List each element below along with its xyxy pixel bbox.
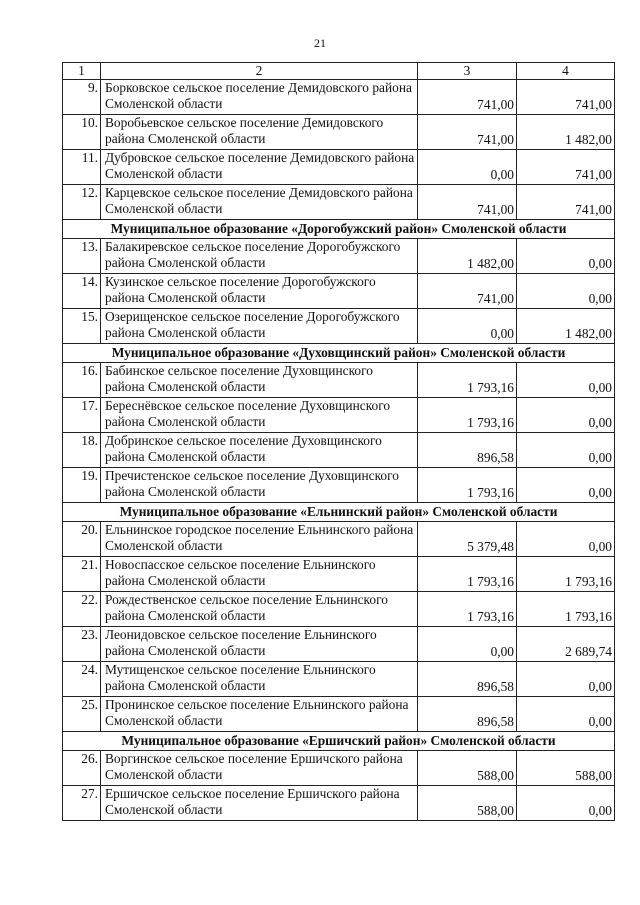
section-header-row xyxy=(63,503,615,522)
table-row xyxy=(63,80,615,115)
value-col-3: 0,00 xyxy=(418,309,517,344)
settlement-name: Воргинское сельское поселение Ершичского района Смоленской области xyxy=(101,751,418,786)
allocation-table xyxy=(62,62,615,821)
value-col-3: 1 793,16 xyxy=(418,592,517,627)
table-row xyxy=(63,468,615,503)
value-col-4: 0,00 xyxy=(517,239,615,274)
row-number: 9. xyxy=(63,80,101,115)
table-row xyxy=(63,150,615,185)
table-row xyxy=(63,751,615,786)
header-col-1: 1 xyxy=(63,63,101,80)
header-col-2: 2 xyxy=(101,63,418,80)
row-number: 13. xyxy=(63,239,101,274)
settlement-name: Новоспасское сельское поселение Ельнинского района Смоленской области xyxy=(101,557,418,592)
value-col-4: 0,00 xyxy=(517,433,615,468)
value-col-4: 0,00 xyxy=(517,522,615,557)
section-title: Муниципальное образование «Ершичский район» Смоленской области xyxy=(63,732,615,751)
value-col-3: 1 793,16 xyxy=(418,363,517,398)
table-row xyxy=(63,185,615,220)
table-row xyxy=(63,239,615,274)
settlement-name: Балакиревское сельское поселение Дорогобужского района Смоленской области xyxy=(101,239,418,274)
value-col-4: 0,00 xyxy=(517,468,615,503)
table-row xyxy=(63,115,615,150)
value-col-3: 1 793,16 xyxy=(418,398,517,433)
table-body xyxy=(63,63,615,821)
value-col-4: 588,00 xyxy=(517,751,615,786)
value-col-3: 896,58 xyxy=(418,697,517,732)
row-number: 21. xyxy=(63,557,101,592)
value-col-4: 1 793,16 xyxy=(517,557,615,592)
table-row xyxy=(63,786,615,821)
settlement-name: Пронинское сельское поселение Ельнинского района Смоленской области xyxy=(101,697,418,732)
value-col-4: 0,00 xyxy=(517,662,615,697)
value-col-4: 0,00 xyxy=(517,697,615,732)
value-col-3: 1 793,16 xyxy=(418,468,517,503)
section-title: Муниципальное образование «Духовщинский район» Смоленской области xyxy=(63,344,615,363)
table-row xyxy=(63,363,615,398)
table-row xyxy=(63,274,615,309)
table-row xyxy=(63,697,615,732)
row-number: 16. xyxy=(63,363,101,398)
section-title: Муниципальное образование «Ельнинский район» Смоленской области xyxy=(63,503,615,522)
value-col-3: 896,58 xyxy=(418,662,517,697)
section-header-row xyxy=(63,220,615,239)
value-col-3: 0,00 xyxy=(418,627,517,662)
value-col-3: 741,00 xyxy=(418,80,517,115)
row-number: 17. xyxy=(63,398,101,433)
section-header-row xyxy=(63,732,615,751)
row-number: 20. xyxy=(63,522,101,557)
row-number: 23. xyxy=(63,627,101,662)
row-number: 26. xyxy=(63,751,101,786)
value-col-3: 1 793,16 xyxy=(418,557,517,592)
value-col-3: 5 379,48 xyxy=(418,522,517,557)
row-number: 24. xyxy=(63,662,101,697)
row-number: 14. xyxy=(63,274,101,309)
settlement-name: Ершичское сельское поселение Ершичского района Смоленской области xyxy=(101,786,418,821)
settlement-name: Рождественское сельское поселение Ельнинского района Смоленской области xyxy=(101,592,418,627)
value-col-3: 0,00 xyxy=(418,150,517,185)
value-col-4: 1 482,00 xyxy=(517,115,615,150)
value-col-4: 0,00 xyxy=(517,398,615,433)
settlement-name: Мутищенское сельское поселение Ельнинского района Смоленской области xyxy=(101,662,418,697)
value-col-4: 741,00 xyxy=(517,150,615,185)
settlement-name: Ельнинское городское поселение Ельнинского района Смоленской области xyxy=(101,522,418,557)
table-row xyxy=(63,522,615,557)
table-row xyxy=(63,309,615,344)
value-col-4: 1 793,16 xyxy=(517,592,615,627)
section-header-row xyxy=(63,344,615,363)
value-col-3: 741,00 xyxy=(418,274,517,309)
page-number: 21 xyxy=(314,36,326,50)
row-number: 27. xyxy=(63,786,101,821)
table-row xyxy=(63,398,615,433)
row-number: 12. xyxy=(63,185,101,220)
value-col-3: 588,00 xyxy=(418,751,517,786)
table-row xyxy=(63,557,615,592)
row-number: 25. xyxy=(63,697,101,732)
settlement-name: Береснёвское сельское поселение Духовщинского района Смоленской области xyxy=(101,398,418,433)
settlement-name: Борковское сельское поселение Демидовского района Смоленской области xyxy=(101,80,418,115)
row-number: 15. xyxy=(63,309,101,344)
settlement-name: Пречистенское сельское поселение Духовщинского района Смоленской области xyxy=(101,468,418,503)
value-col-3: 588,00 xyxy=(418,786,517,821)
header-col-4: 4 xyxy=(517,63,615,80)
table-row xyxy=(63,627,615,662)
settlement-name: Добринское сельское поселение Духовщинского района Смоленской области xyxy=(101,433,418,468)
settlement-name: Карцевское сельское поселение Демидовского района Смоленской области xyxy=(101,185,418,220)
settlement-name: Озерищенское сельское поселение Дорогобужского района Смоленской области xyxy=(101,309,418,344)
value-col-4: 0,00 xyxy=(517,786,615,821)
value-col-3: 896,58 xyxy=(418,433,517,468)
table-row xyxy=(63,662,615,697)
settlement-name: Дубровское сельское поселение Демидовского района Смоленской области xyxy=(101,150,418,185)
row-number: 10. xyxy=(63,115,101,150)
settlement-name: Воробьевское сельское поселение Демидовского района Смоленской области xyxy=(101,115,418,150)
table-row xyxy=(63,433,615,468)
value-col-4: 0,00 xyxy=(517,363,615,398)
value-col-3: 1 482,00 xyxy=(418,239,517,274)
settlement-name: Бабинское сельское поселение Духовщинского района Смоленской области xyxy=(101,363,418,398)
table-row xyxy=(63,592,615,627)
header-col-3: 3 xyxy=(418,63,517,80)
value-col-4: 0,00 xyxy=(517,274,615,309)
row-number: 22. xyxy=(63,592,101,627)
value-col-4: 1 482,00 xyxy=(517,309,615,344)
row-number: 19. xyxy=(63,468,101,503)
settlement-name: Кузинское сельское поселение Дорогобужского района Смоленской области xyxy=(101,274,418,309)
section-title: Муниципальное образование «Дорогобужский район» Смоленской области xyxy=(63,220,615,239)
row-number: 11. xyxy=(63,150,101,185)
value-col-4: 741,00 xyxy=(517,185,615,220)
value-col-3: 741,00 xyxy=(418,115,517,150)
settlement-name: Леонидовское сельское поселение Ельнинского района Смоленской области xyxy=(101,627,418,662)
value-col-4: 2 689,74 xyxy=(517,627,615,662)
table-header-row xyxy=(63,63,615,80)
value-col-4: 741,00 xyxy=(517,80,615,115)
row-number: 18. xyxy=(63,433,101,468)
value-col-3: 741,00 xyxy=(418,185,517,220)
